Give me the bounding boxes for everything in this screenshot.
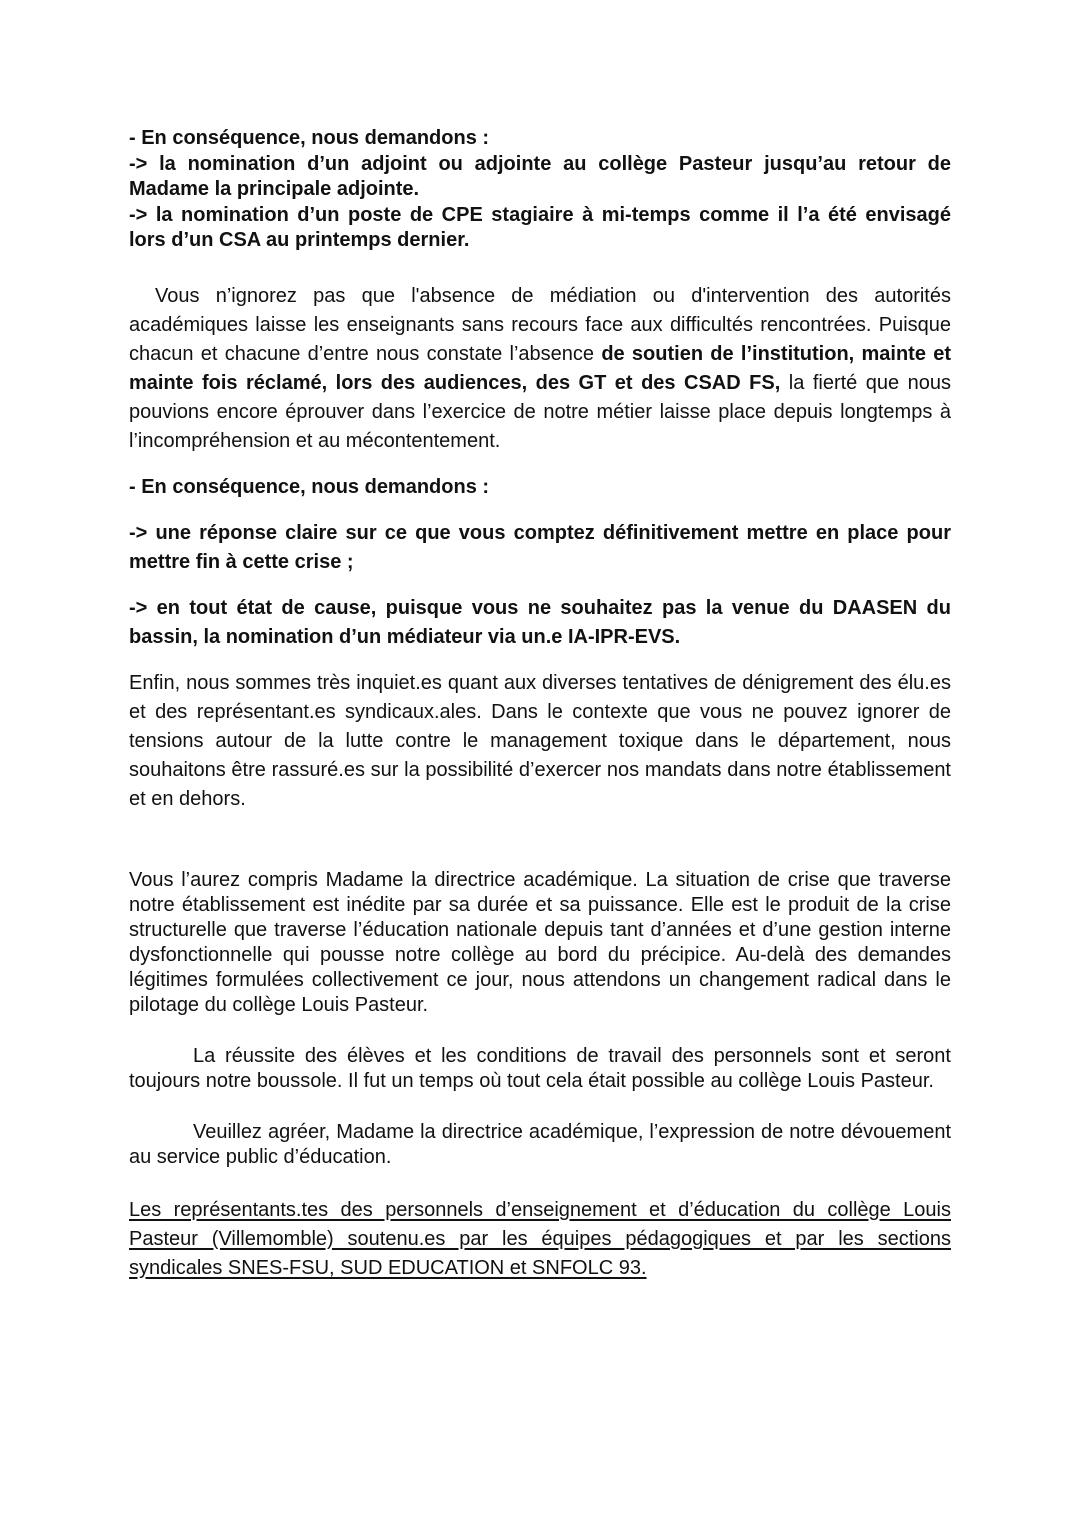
paragraph-institution-support xyxy=(129,282,951,456)
demand-cpe: -> la nomination d’un poste de CPE stagiaire à mi-temps comme il l’a été envisagé lors d’un CSA au printemps dernier. xyxy=(129,203,951,251)
demands-heading-2: - En conséquence, nous demandons : xyxy=(129,475,490,498)
paragraph-union-concerns: Enfin, nous sommes très inquiet.es quant aux diverses tentatives de dénigrement des élu.es et des représentant.es syndicaux.ales. Dans le contexte que vous ne pouvez ignorer de tensions autour de la lutte contre le management toxique dans le département, nous souhaitons être rassuré.es sur la possibilité d’exercer nos mandats dans notre établissement et en dehors. xyxy=(129,671,951,810)
paragraph-student-success: La réussite des élèves et les conditions de travail des personnels sont et seront toujours notre boussole. Il fut un temps où tout cela était possible au collège Louis Pasteur. xyxy=(129,1044,951,1092)
paragraph-closing: Veuillez agréer, Madame la directrice académique, l’expression de notre dévouement au service public d’éducation. xyxy=(129,1120,951,1168)
signature-block: Les représentants.tes des personnels d’enseignement et d’éducation du collège Louis Pasteur (Villemomble) soutenu.es par les équipes pédagogiques et par les sections syndicales SNES-FSU, SUD EDUCATION et SNFOLC 93. xyxy=(129,1198,951,1279)
paragraph-crisis-summary: Vous l’aurez compris Madame la directrice académique. La situation de crise que traverse notre établissement est inédite par sa durée et sa puissance. Elle est le produit de la crise structurelle que traverse l’éducation nationale depuis tant d’années et d’une gestion interne dysfonctionnelle qui pousse notre collège au bord du précipice. Au-delà des demandes légitimes formulées collectivement ce jour, nous attendons un changement radical dans le pilotage du collège Louis Pasteur. xyxy=(129,868,951,1016)
letter-page xyxy=(129,126,951,1283)
demand-mediator: -> en tout état de cause, puisque vous ne souhaitez pas la venue du DAASEN du bassin, la nomination d’un médiateur via un.e IA-IPR-EVS. xyxy=(129,596,951,648)
demands-heading-1: - En conséquence, nous demandons : xyxy=(129,127,490,149)
paragraph-2-text-b: la fierté que nous pouvions encore éprouver dans l’exercice de notre métier laisse place depuis longtemps à l’incompréhension et au mécontentement. xyxy=(129,371,951,452)
demand-clear-answer: -> une réponse claire sur ce que vous comptez définitivement mettre en place pour mettre fin à cette crise ; xyxy=(129,521,951,573)
paragraph-2-bold: de soutien de l’institution, mainte et mainte fois réclamé, lors des audiences, des GT et des CSAD FS, xyxy=(129,342,952,394)
demand-adjoint: -> la nomination d’un adjoint ou adjointe au collège Pasteur jusqu’au retour de Madame la principale adjointe. xyxy=(129,152,951,200)
demands-block-1 xyxy=(129,126,951,254)
paragraph-2-text-a: Vous n’ignorez pas que l'absence de médiation ou d'intervention des autorités académiques laisse les enseignants sans recours face aux difficultés rencontrées. Puisque chacun et chacune d’entre nous constate l’absence xyxy=(129,284,951,365)
